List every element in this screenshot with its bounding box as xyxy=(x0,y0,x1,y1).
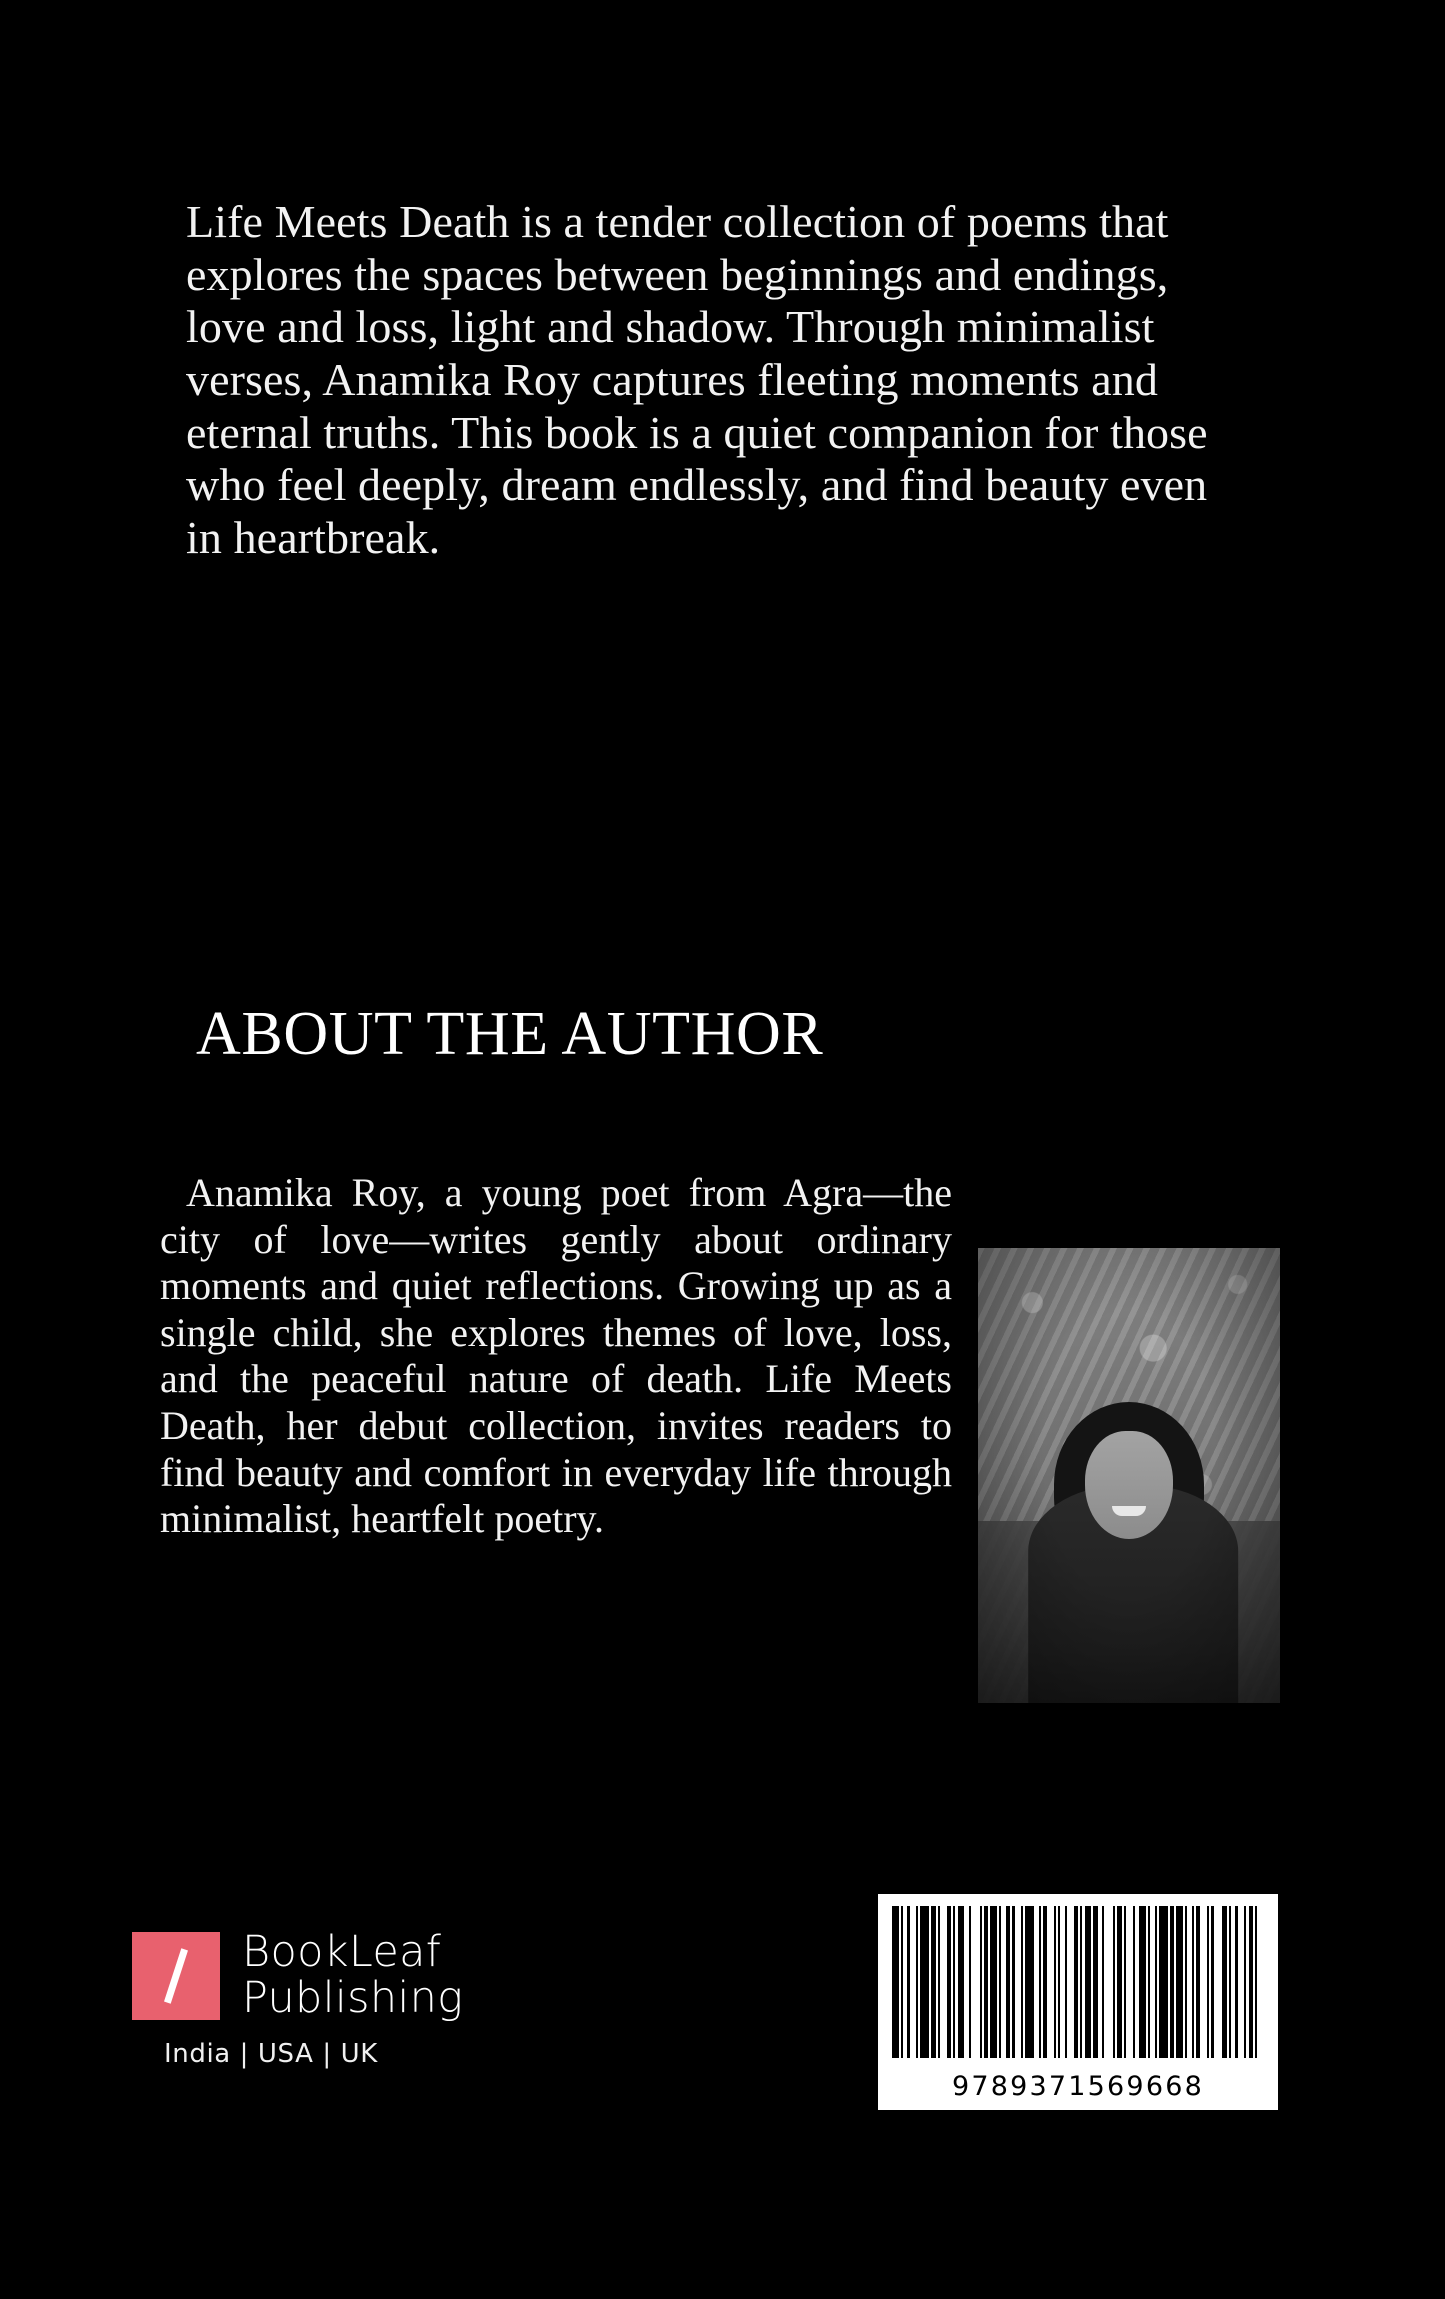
bookleaf-mark-icon xyxy=(132,1932,220,2020)
barcode-bar xyxy=(1159,1906,1168,2058)
publisher-name-line2: Publishing xyxy=(242,1972,464,2023)
about-the-author-heading: ABOUT THE AUTHOR xyxy=(196,1000,824,1068)
barcode-bars xyxy=(892,1906,1264,2058)
barcode-isbn-number: 9789371569668 xyxy=(952,2071,1204,2102)
author-photo xyxy=(978,1248,1280,1703)
barcode-bar xyxy=(1025,1906,1034,2058)
barcode-bar xyxy=(1104,1906,1113,2058)
barcode-bar xyxy=(1257,1906,1264,2058)
book-blurb: Life Meets Death is a tender collection of poems that explores the spaces between beginnings and endings, love and loss, light and shadow. Through minimalist verses, Anamika Roy captures fleeting moments and eternal truths. This book is a quiet companion for those who feel deeply, dream endlessly, and find beauty even in heartbreak. xyxy=(186,196,1208,563)
barcode xyxy=(878,1894,1278,2110)
publisher-logo-row xyxy=(132,1927,552,2023)
author-bio-section xyxy=(160,1170,1280,1715)
barcode-bar xyxy=(920,1906,929,2058)
photo-vignette xyxy=(978,1248,1280,1703)
publisher-name-line1: BookLeaf xyxy=(242,1927,442,1977)
author-bio-body: Anamika Roy, a young poet from Agra—the city of love—writes gently about ordinary moments and quiet reflections. Growing up as a single child, she explores themes of love, loss, and the peaceful nature of death. Life Meets Death, her debut collection, invites readers to find beauty and comfort in everyday life through minimalist, heartfelt poetry. xyxy=(160,1170,952,1542)
publisher-logo-block xyxy=(132,1927,552,2070)
barcode-bar xyxy=(1214,1906,1223,2058)
barcode-bar xyxy=(971,1906,980,2058)
publisher-locations: India | USA | UK xyxy=(164,2039,378,2070)
publisher-name xyxy=(242,1927,464,2023)
slash-icon xyxy=(164,1948,188,2003)
